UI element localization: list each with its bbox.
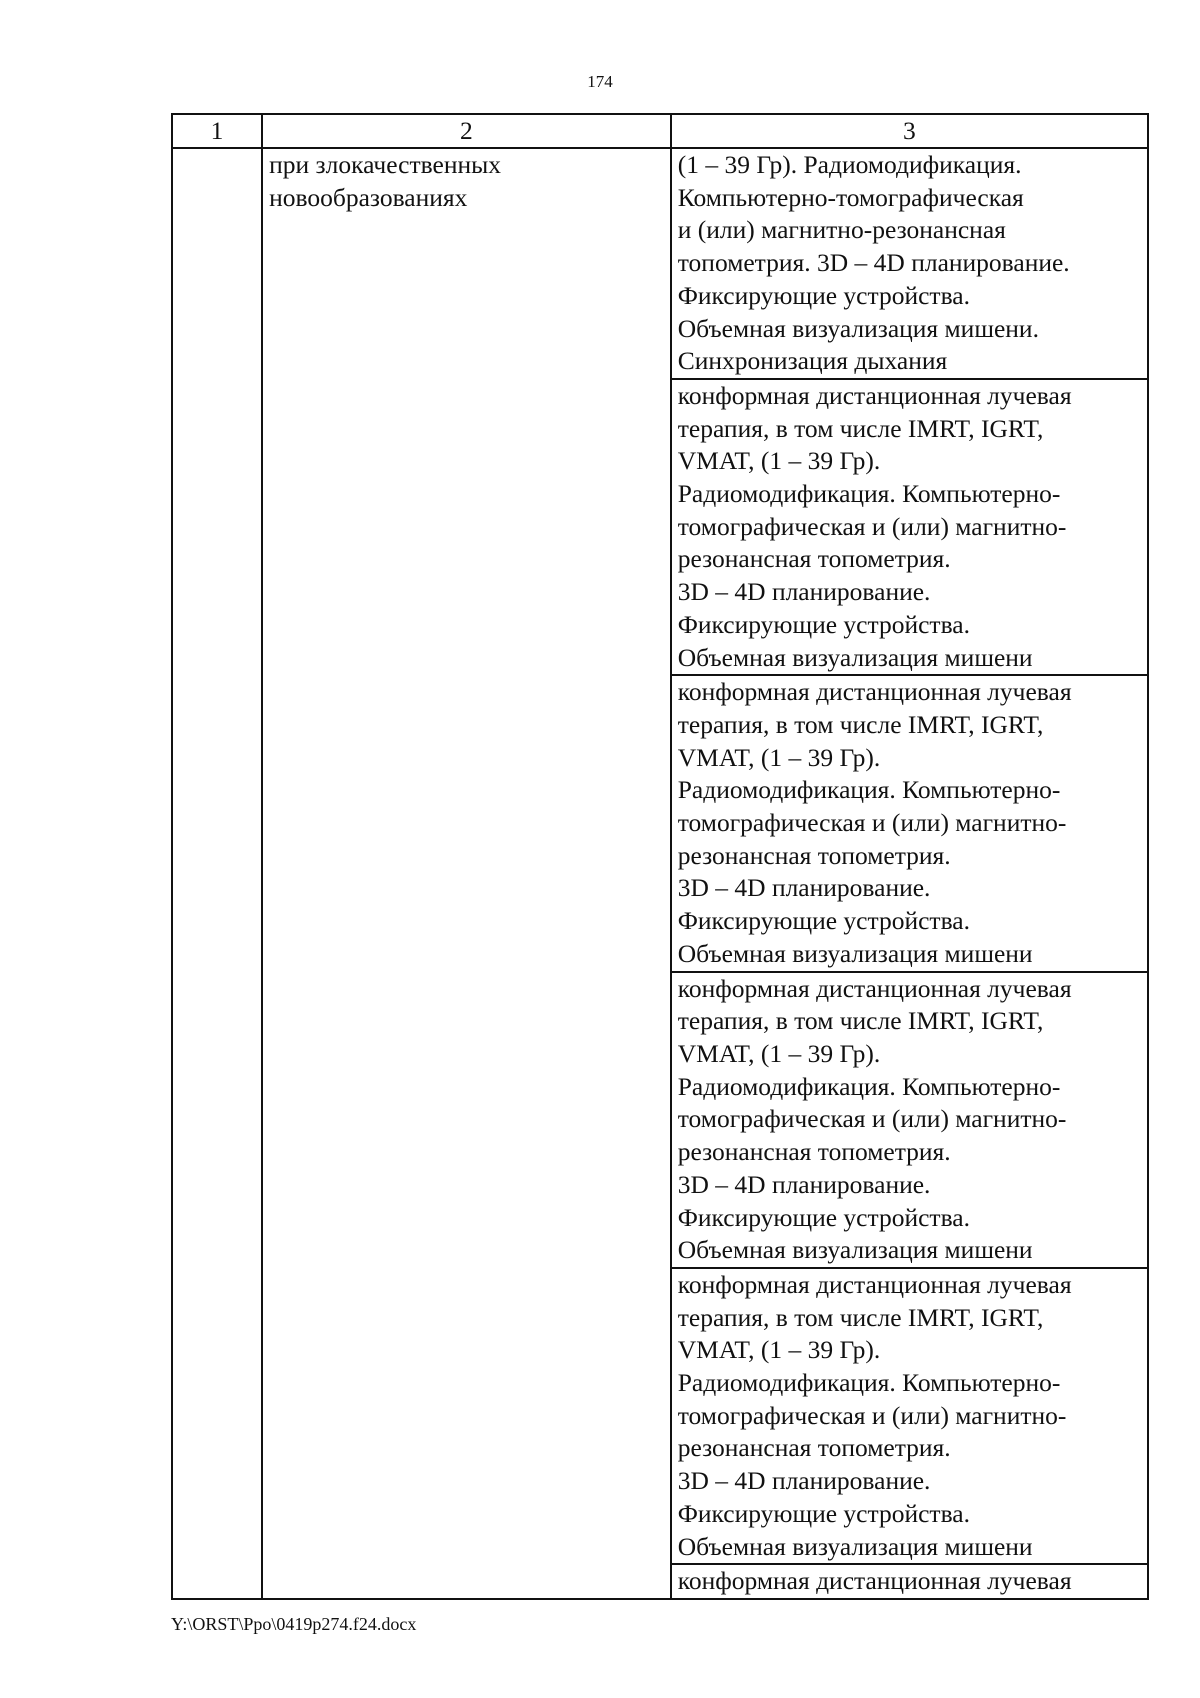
column-header-3: 3 bbox=[671, 114, 1148, 148]
column-3-cell: конформная дистанционная лучевая терапия, в том числе IMRT, IGRT, VMAT, (1 – 39 Гр). Радиомодификация. Компьютерно- томографическая и (или) магнитно- резонансная топометрия. 3D – 4D планирование. Фиксирующие устройства. Объемная визуализация мишени bbox=[671, 379, 1148, 675]
column-1-cell bbox=[172, 148, 262, 1599]
page-number: 174 bbox=[587, 72, 613, 91]
footer-file-path: Y:\ORST\Ppo\0419p274.f24.docx bbox=[171, 1614, 417, 1634]
column-3-cell: (1 – 39 Гр). Радиомодификация. Компьютерно-томографическая и (или) магнитно-резонансная топометрия. 3D – 4D планирование. Фиксирующие устройства. Объемная визуализация мишени. Синхронизация дыхания bbox=[671, 148, 1148, 379]
column-header-1: 1 bbox=[172, 114, 262, 148]
column-header-2: 2 bbox=[262, 114, 671, 148]
table-header-row bbox=[172, 114, 1148, 148]
table-row bbox=[172, 148, 1148, 379]
column-3-cell: конформная дистанционная лучевая bbox=[671, 1564, 1148, 1599]
document-table bbox=[171, 113, 1149, 1600]
column-2-cell: при злокачественных новообразованиях bbox=[262, 148, 671, 1599]
column-3-cell: конформная дистанционная лучевая терапия, в том числе IMRT, IGRT, VMAT, (1 – 39 Гр). Радиомодификация. Компьютерно- томографическая и (или) магнитно- резонансная топометрия. 3D – 4D планирование. Фиксирующие устройства. Объемная визуализация мишени bbox=[671, 1268, 1148, 1564]
column-3-cell: конформная дистанционная лучевая терапия, в том числе IMRT, IGRT, VMAT, (1 – 39 Гр). Радиомодификация. Компьютерно- томографическая и (или) магнитно- резонансная топометрия. 3D – 4D планирование. Фиксирующие устройства. Объемная визуализация мишени bbox=[671, 675, 1148, 971]
column-3-cell: конформная дистанционная лучевая терапия, в том числе IMRT, IGRT, VMAT, (1 – 39 Гр). Радиомодификация. Компьютерно- томографическая и (или) магнитно- резонансная топометрия. 3D – 4D планирование. Фиксирующие устройства. Объемная визуализация мишени bbox=[671, 972, 1148, 1268]
